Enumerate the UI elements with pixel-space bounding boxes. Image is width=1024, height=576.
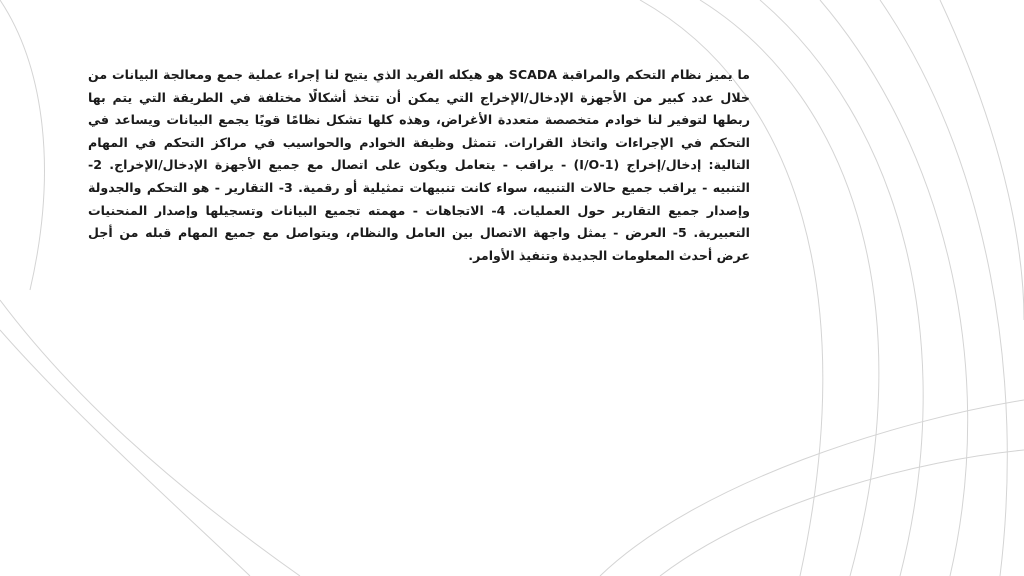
arc-right-6	[940, 0, 1024, 320]
arc-right-7	[600, 400, 1024, 576]
arc-right-8	[660, 450, 1024, 576]
arc-right-4	[820, 0, 968, 576]
arc-right-5	[880, 0, 1007, 576]
body-text-box	[88, 64, 750, 284]
body-paragraph: ما يميز نظام التحكم والمراقبة SCADA هو هيكله الفريد الذي يتيح لنا إجراء عملية جمع ومعالجة البيانات من خلال عدد كبير من الأجهزة الإدخال/الإخراج التي يمكن أن تتخذ أشكالًا مختلفة في الطريقة التي يتم بها ربطها لتوفير لنا خوادم متخصصة متعددة الأغراض، وهذه كلها تشكل نظامًا قويًا يجمع البيانات ويساعد في التحكم في الإجراءات واتخاذ القرارات. تتمثل وظيفة الخوادم والحواسيب في مراكز التحكم في المهام التالية: إدخال/إخراج (I/O-1) - يراقب - يتعامل ويكون على اتصال مع جميع الأجهزة الإدخال/الإخراج. 2- التنبيه - يراقب جميع حالات التنبيه، سواء كانت تنبيهات تمثيلية أو رقمية. 3- التقارير - هو التحكم والجدولة وإصدار جميع التقارير حول العمليات. 4- الاتجاهات - مهمته تجميع البيانات وتسجيلها وإصدار المنحنيات التعبيرية. 5- العرض - يمثل واجهة الاتصال بين العامل والنظام، ويتواصل مع جميع المهام قبله من أجل عرض أحدث المعلومات الجديدة وتنفيذ الأوامر.	[88, 67, 750, 263]
arc-left-3	[0, 330, 250, 576]
arc-right-3	[760, 0, 923, 576]
arc-left-2	[0, 300, 300, 576]
arc-left-1	[0, 0, 44, 290]
